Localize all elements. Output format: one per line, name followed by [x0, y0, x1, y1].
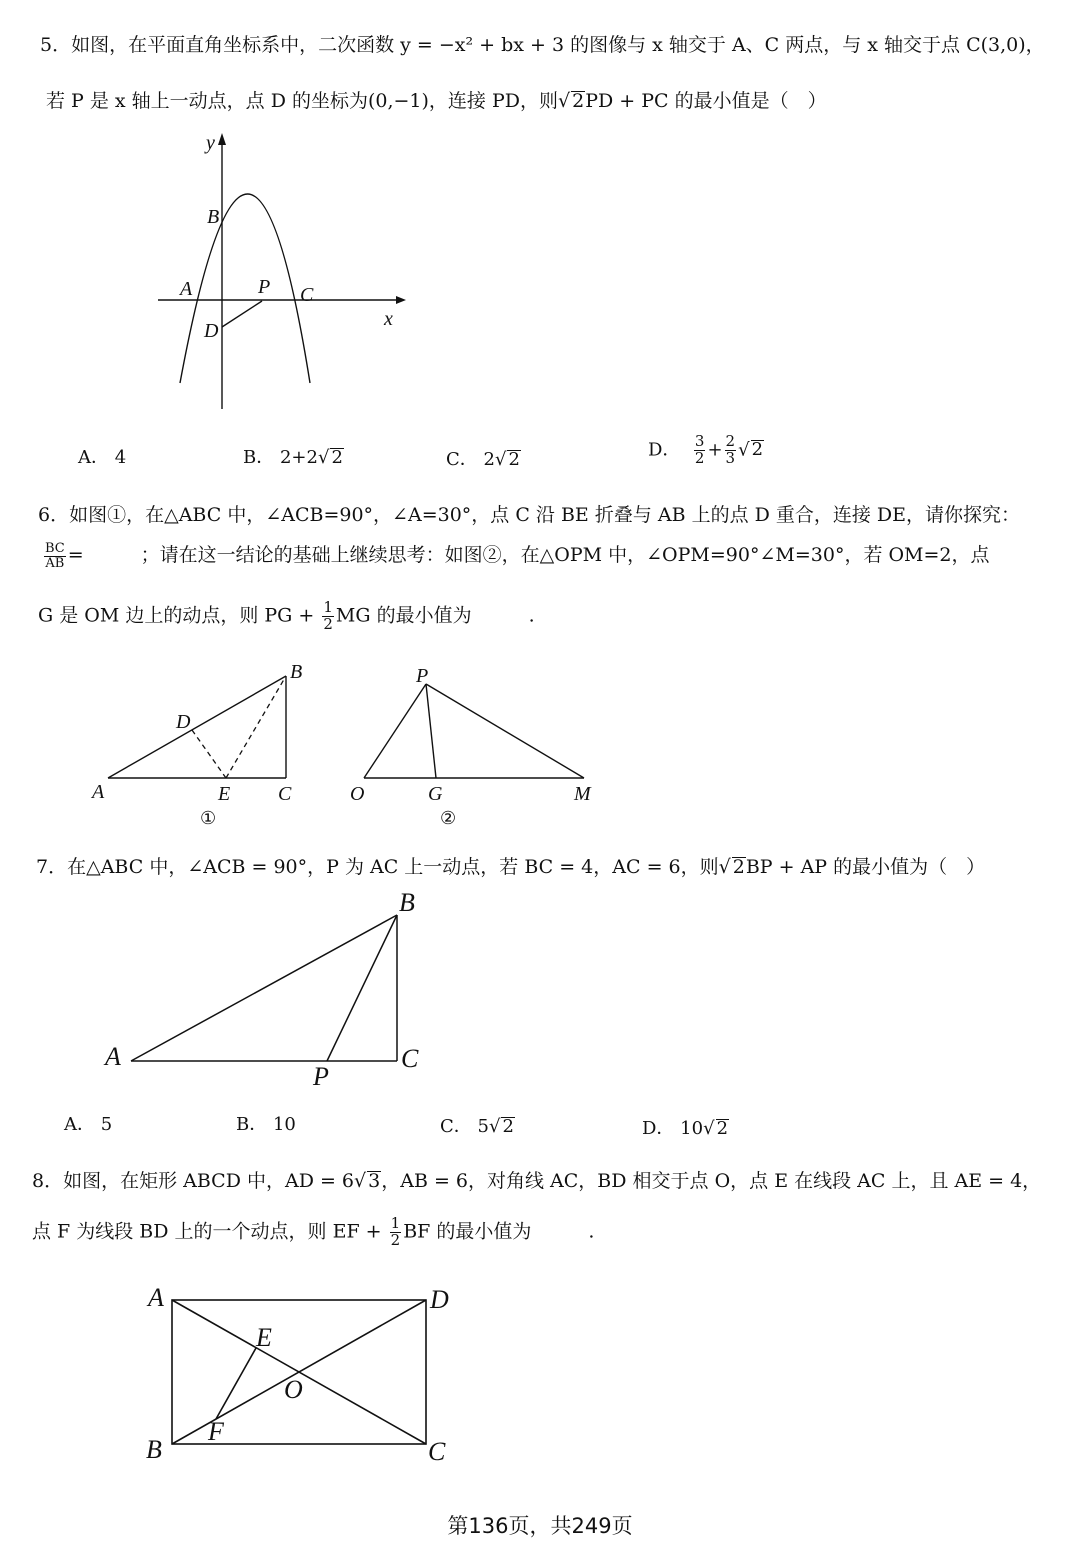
q6-frac-num: BC: [45, 540, 65, 556]
q6-figures: [80, 660, 640, 835]
q8-label-O: O: [284, 1375, 303, 1404]
q7-line-1-pre: 7．在△ABC 中，∠ACB = 90°，P 为 AC 上一动点，若 BC = 4，AC = 6，则: [36, 856, 719, 878]
q6-fig2-label-P: P: [416, 665, 429, 687]
q7-option-c-pre: 5: [477, 1116, 489, 1137]
q5-line-2-post: PD + PC 的最小值是（ ）: [585, 90, 827, 112]
q5-option-d-plus: +: [707, 439, 723, 461]
q5-option-a-letter: A．: [78, 447, 109, 468]
q6-half-num: 1: [323, 598, 333, 616]
q5-option-d-f2-num: 2: [725, 432, 736, 450]
q6-fig1-label-A: A: [92, 781, 105, 803]
q6-fig2-label-O: O: [350, 783, 365, 805]
q7-label-P: P: [313, 1062, 329, 1091]
q6-line-2: [42, 540, 990, 570]
q5-option-c-letter: C．: [446, 449, 478, 470]
q8-label-A: A: [148, 1283, 164, 1312]
q5-option-a: [78, 443, 126, 469]
q6-fig1-number: ①: [200, 808, 217, 828]
q6-fig1-label-B: B: [290, 661, 303, 683]
q7-option-d-letter: D．: [642, 1118, 675, 1139]
q8-label-F: F: [208, 1417, 224, 1446]
q6-fig2-label-G: G: [428, 783, 443, 805]
q5-label-y: y: [206, 132, 215, 154]
q8-label-E: E: [256, 1323, 272, 1352]
q5-option-d-frac-2: [725, 434, 737, 467]
q8-half-num: 1: [390, 1214, 401, 1232]
q7-option-d-pre: 10: [680, 1118, 704, 1139]
q8-rectangle-figure: [140, 1280, 470, 1480]
q5-option-d-rad: 2: [751, 439, 764, 461]
q5-label-D: D: [204, 320, 219, 342]
q6-half-den: 2: [323, 614, 333, 633]
q8-line-1-pre: 8．如图，在矩形 ABCD 中，AD = 6: [32, 1170, 355, 1192]
q8-line-2: [32, 1216, 594, 1249]
q5-option-c-pre: 2: [483, 449, 495, 470]
q7-label-B: B: [399, 888, 415, 917]
q7-line-1: 7．在△ABC 中，∠ACB = 90°，P 为 AC 上一动点，若 BC = 4，AC = 6，则√ 2BP + AP 的最小值为（ ）: [36, 856, 986, 878]
q7-option-c-rad: 2: [502, 1116, 514, 1137]
q7-option-c: C． 5√ 2: [440, 1116, 514, 1137]
q5-option-b-pre: 2+2: [279, 447, 318, 468]
q5-option-b-rad: 2: [331, 447, 343, 468]
q7-option-c-letter: C．: [440, 1116, 472, 1137]
q6-bc-ab-fraction: [44, 542, 66, 570]
q8-label-B: B: [146, 1435, 162, 1464]
q7-label-C: C: [401, 1044, 419, 1073]
q5-line-2: 若 P 是 x 轴上一动点，点 D 的坐标为(0,−1)，连接 PD，则√ 2PD + PC 的最小值是（ ）: [46, 90, 827, 112]
q8-line-1: 8．如图，在矩形 ABCD 中，AD = 6√ 3，AB = 6，对角线 AC，BD 相交于点 O，点 E 在线段 AC 上，且 AE = 4，: [32, 1170, 1042, 1192]
q5-option-d-f1-den: 2: [694, 448, 705, 467]
q5-option-a-text: 4: [114, 447, 127, 468]
page-footer: 第136页，共249页: [447, 1514, 633, 1538]
q6-line-2-post: = ；请在这一结论的基础上继续思考：如图②，在△OPM 中，∠OPM=90°∠M=30°，若 OM=2，点: [67, 544, 990, 566]
q7-option-d-rad: 2: [716, 1118, 729, 1139]
q7-option-b-text: 10: [272, 1114, 296, 1135]
q6-line-1: 6．如图①，在△ABC 中，∠ACB=90°，∠A=30°，点 C 沿 BE 折叠与 AB 上的点 D 重合，连接 DE，请你探究：: [38, 504, 1021, 526]
q6-fig2-number: ②: [440, 808, 457, 828]
q5-label-C: C: [300, 284, 314, 306]
q7-option-b: [236, 1110, 296, 1136]
q6-line-3-pre: G 是 OM 边上的动点，则 PG +: [38, 604, 315, 627]
q7-line-1-post: BP + AP 的最小值为（ ）: [745, 856, 986, 878]
q7-sqrt-2: 2: [732, 856, 745, 878]
q5-option-d-frac-1: [694, 434, 706, 467]
q5-option-c-rad: 2: [508, 449, 520, 470]
q8-line-1-post: ，AB = 6，对角线 AC，BD 相交于点 O，点 E 在线段 AC 上，且 AE = 4，: [381, 1170, 1042, 1192]
q7-label-A: A: [105, 1042, 121, 1071]
q5-option-c: C． 2√ 2: [446, 449, 520, 470]
q8-half-fraction: [390, 1216, 402, 1249]
q5-label-A: A: [180, 278, 193, 300]
q5-sqrt-2: 2: [572, 90, 585, 112]
q7-option-d: D． 10√ 2: [642, 1118, 729, 1139]
q7-option-a-text: 5: [100, 1114, 113, 1135]
q5-option-d-letter: D．: [648, 439, 681, 461]
q5-line-1: 5．如图，在平面直角坐标系中，二次函数 y = −x² + bx + 3 的图像与 x 轴交于 A、C 两点，与 x 轴交于点 C(3,0)，: [40, 34, 1045, 56]
q5-option-d-f1-num: 3: [694, 432, 705, 450]
q5-label-P: P: [258, 276, 271, 298]
q8-label-D: D: [430, 1285, 449, 1314]
q5-option-d-f2-den: 3: [725, 448, 736, 467]
q5-option-b-letter: B．: [243, 447, 275, 468]
q8-line-2-post: BF 的最小值为 .: [403, 1220, 595, 1243]
q6-fig1-label-C: C: [278, 783, 292, 805]
q5-label-x: x: [384, 308, 393, 330]
q6-frac-den: AB: [45, 555, 65, 571]
q6-half-fraction: [322, 600, 334, 633]
q7-option-b-letter: B．: [236, 1114, 268, 1135]
q8-half-den: 2: [390, 1230, 401, 1249]
q5-label-B: B: [207, 206, 220, 228]
q5-option-b: B． 2+2√ 2: [243, 447, 343, 468]
q8-line-2-pre: 点 F 为线段 BD 上的一个动点，则 EF +: [32, 1220, 382, 1243]
q6-line-3-post: MG 的最小值为 .: [335, 604, 535, 627]
q5-parabola-figure: [150, 125, 420, 415]
q6-fig2-label-M: M: [574, 783, 591, 805]
q5-option-d: D． $\frac{3}{2}$ + $\frac{2}{3}$ √ 2: [648, 432, 764, 467]
q7-option-a-letter: A．: [64, 1114, 95, 1135]
q6-line-3: [38, 600, 535, 633]
q5-line-2-pre: 若 P 是 x 轴上一动点，点 D 的坐标为(0,−1)，连接 PD，则: [46, 90, 558, 112]
q6-fig1-label-E: E: [218, 783, 231, 805]
q6-fig1-label-D: D: [176, 711, 191, 733]
q8-label-C: C: [428, 1437, 446, 1466]
q7-option-a: [64, 1110, 112, 1136]
q8-sqrt-3: 3: [368, 1170, 381, 1192]
q7-triangle-figure: [95, 885, 435, 1095]
